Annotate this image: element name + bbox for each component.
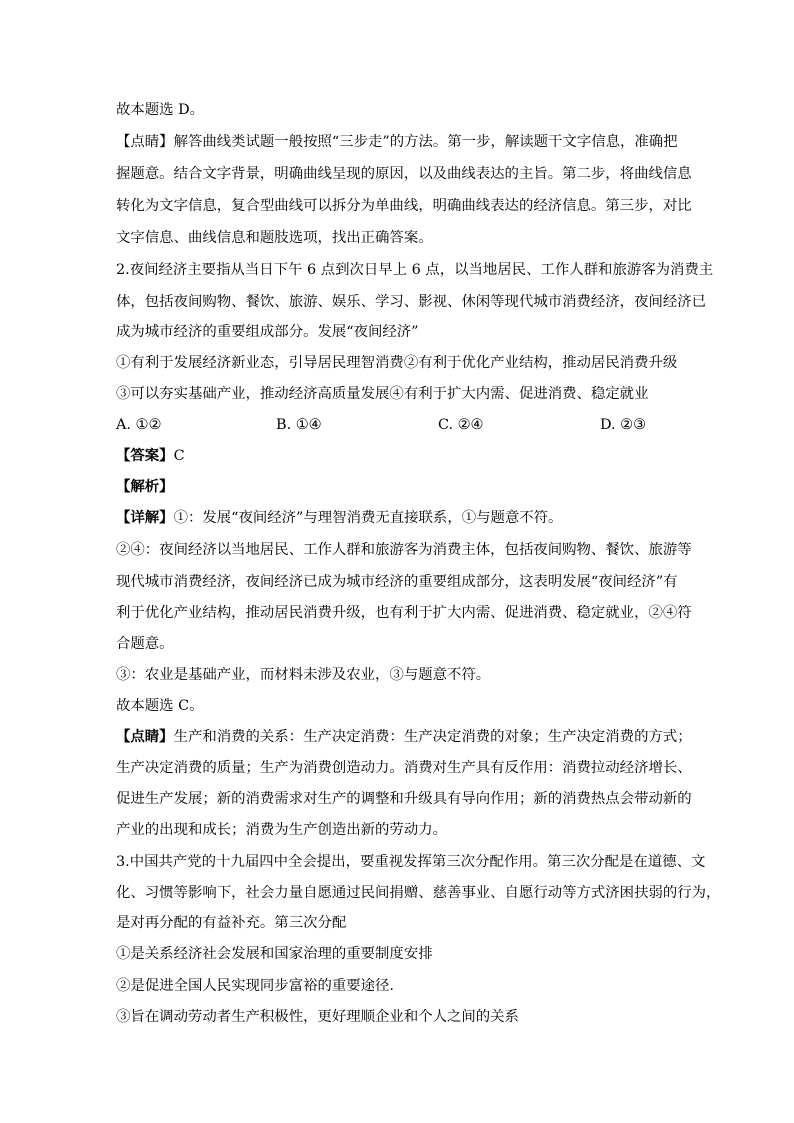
option-c: C. ②④ bbox=[438, 417, 484, 433]
detail-text: ①：发展“夜间经济”与理智消费无直接联系，①与题意不符。 bbox=[173, 510, 563, 526]
question-2-statement: ③可以夯实基础产业，推动经济高质量发展④有利于扩大内需、促进消费、稳定就业 bbox=[116, 386, 649, 402]
detail-line: 合题意。 bbox=[116, 636, 174, 652]
tip-tag: 【点睛】 bbox=[116, 728, 174, 745]
tip-line: 【点睛】解答曲线类试题一般按照“三步走”的方法。第一步，解读题干文字信息，准确把 bbox=[116, 134, 678, 150]
detail-tag: 【详解】 bbox=[116, 509, 174, 526]
question-3-statement: ②是促进全国人民实现同步富裕的重要途径. bbox=[116, 978, 394, 994]
detail-line bbox=[116, 508, 562, 528]
answer-tag: 【答案】 bbox=[116, 447, 174, 464]
option-b: B. ①④ bbox=[276, 417, 322, 433]
question-3-stem: 化、习惯等影响下，社会力量自愿通过民间捐赠、慈善事业、自愿行动等方式济困扶弱的行为， bbox=[116, 885, 721, 901]
tip-line: 文字信息、曲线信息和题肢选项，找出正确答案。 bbox=[116, 230, 433, 246]
tip-text: 生产和消费的关系：生产决定消费：生产决定消费的对象；生产决定消费的方式； bbox=[173, 729, 692, 745]
tip-line bbox=[116, 727, 692, 747]
tip-line: 转化为文字信息，复合型曲线可以拆分为单曲线，明确曲线表达的经济信息。第三步，对比 bbox=[116, 198, 692, 214]
question-3-stem: 是对再分配的有益补充。第三次分配 bbox=[116, 915, 347, 931]
answer-conclusion-q2: 故本题选 C。 bbox=[116, 698, 204, 714]
analysis-tag: 【解析】 bbox=[116, 478, 174, 495]
answer-conclusion-q1: 故本题选 D。 bbox=[116, 102, 205, 118]
tip-line: 握题意。结合文字背景，明确曲线呈现的原因，以及曲线表达的主旨。第二步，将曲线信息 bbox=[116, 166, 692, 182]
question-3-stem: 3.中国共产党的十九届四中全会提出，要重视发挥第三次分配作用。第三次分配是在道德、文 bbox=[116, 854, 706, 870]
question-3-statement: ③旨在调动劳动者生产积极性，更好理顺企业和个人之间的关系 bbox=[116, 1009, 519, 1025]
detail-line: ②④：夜间经济以当地居民、工作人群和旅游客为消费主体，包括夜间购物、餐饮、旅游等 bbox=[116, 542, 692, 558]
detail-line: 现代城市消费经济，夜间经济已成为城市经济的重要组成部分，这表明发展“夜间经济”有 bbox=[116, 574, 678, 590]
question-2-stem: 2.夜间经济主要指从当日下午 6 点到次日早上 6 点，以当地居民、工作人群和旅游客为消费主 bbox=[116, 262, 714, 278]
detail-line: 利于优化产业结构，推动居民消费升级，也有利于扩大内需、促进消费、稳定就业，②④符 bbox=[116, 605, 692, 621]
option-d: D. ②③ bbox=[600, 417, 646, 433]
tip-line: 产业的出现和成长；消费为生产创造出新的劳动力。 bbox=[116, 822, 447, 838]
detail-line: ③：农业是基础产业，而材料未涉及农业，③与题意不符。 bbox=[116, 667, 491, 683]
question-2-statement: ①有利于发展经济新业态，引导居民理智消费②有利于优化产业结构，推动居民消费升级 bbox=[116, 355, 678, 371]
option-a: A. ①② bbox=[116, 417, 162, 433]
question-3-statement: ①是关系经济社会发展和国家治理的重要制度安排 bbox=[116, 946, 433, 962]
answer-line bbox=[116, 446, 185, 466]
tip-line: 促进生产发展；新的消费需求对生产的调整和升级具有导向作用；新的消费热点会带动新的 bbox=[116, 791, 692, 807]
answer-value: C bbox=[173, 448, 185, 464]
tip-line: 生产决定消费的质量；生产为消费创造动力。消费对生产具有反作用：消费拉动经济增长、 bbox=[116, 760, 692, 776]
question-2-stem: 成为城市经济的重要组成部分。发展“夜间经济” bbox=[116, 324, 419, 340]
question-2-stem: 体，包括夜间购物、餐饮、旅游、娱乐、学习、影视、休闲等现代城市消费经济，夜间经济已 bbox=[116, 294, 707, 310]
